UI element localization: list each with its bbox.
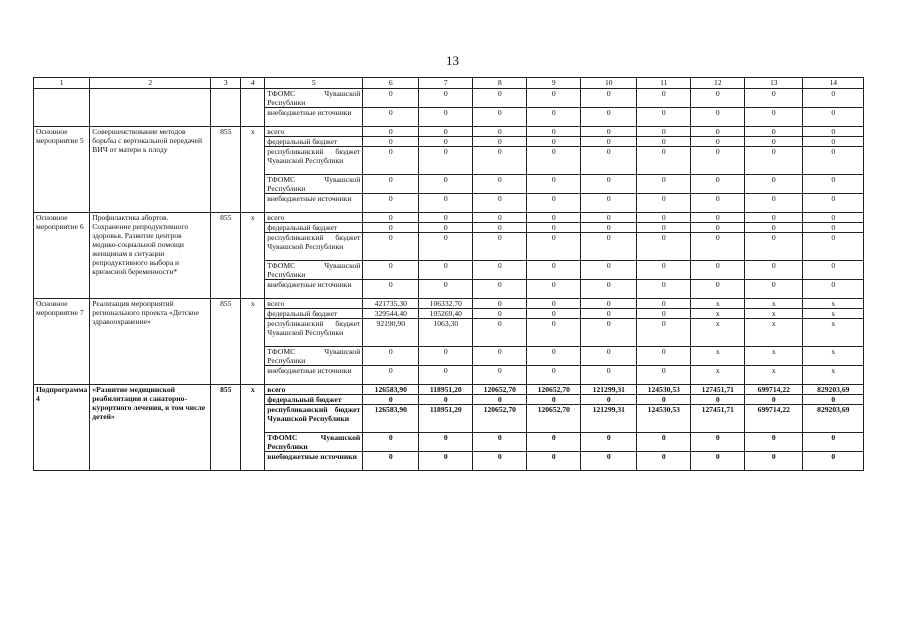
value-cell: 0 xyxy=(363,213,419,223)
value-cell: 0 xyxy=(637,213,691,223)
value-cell: 0 xyxy=(527,433,581,452)
value-cell: 0 xyxy=(581,261,637,280)
value-cell: 0 xyxy=(363,147,419,175)
value-cell: 0 xyxy=(527,233,581,261)
funding-source: всего xyxy=(265,213,363,223)
value-cell: х xyxy=(745,299,803,309)
value-cell: 0 xyxy=(527,261,581,280)
value-cell: 0 xyxy=(637,233,691,261)
value-cell: 126583,90 xyxy=(363,385,419,395)
value-cell: х xyxy=(803,319,864,347)
value-cell: х xyxy=(745,347,803,366)
value-cell: х xyxy=(745,366,803,385)
value-cell: 0 xyxy=(581,395,637,405)
funding-source: республиканский бюджет Чувашской Республики xyxy=(265,405,363,433)
section-code: х xyxy=(241,127,265,213)
subprogram-row xyxy=(34,385,864,395)
value-cell: 0 xyxy=(637,395,691,405)
value-cell: 0 xyxy=(691,175,745,194)
value-cell: 0 xyxy=(745,213,803,223)
value-cell: 0 xyxy=(637,127,691,137)
funding-source: республиканский бюджет Чувашской Республики xyxy=(265,147,363,175)
value-cell: 0 xyxy=(363,127,419,137)
value-cell: 0 xyxy=(745,175,803,194)
value-cell: 121299,31 xyxy=(581,385,637,395)
value-cell: 0 xyxy=(581,147,637,175)
value-cell: 0 xyxy=(691,433,745,452)
value-cell: 0 xyxy=(581,223,637,233)
value-cell: 0 xyxy=(745,395,803,405)
value-cell: 0 xyxy=(745,137,803,147)
value-cell: 0 xyxy=(745,261,803,280)
value-cell: 0 xyxy=(637,299,691,309)
code-cell xyxy=(34,89,90,127)
value-cell: 0 xyxy=(581,108,637,127)
value-cell: 0 xyxy=(363,137,419,147)
value-cell: 421735,30 xyxy=(363,299,419,309)
value-cell: 120652,70 xyxy=(527,385,581,395)
value-cell: 0 xyxy=(419,137,473,147)
value-cell: 0 xyxy=(363,280,419,299)
value-cell: 0 xyxy=(473,347,527,366)
value-cell: 0 xyxy=(803,194,864,213)
value-cell: 0 xyxy=(473,137,527,147)
value-cell: 0 xyxy=(527,147,581,175)
value-cell: 120652,70 xyxy=(473,405,527,433)
activity-code: Основное мероприятие 7 xyxy=(34,299,90,385)
value-cell: 0 xyxy=(419,395,473,405)
column-number-row xyxy=(34,78,864,89)
value-cell: 0 xyxy=(691,213,745,223)
column-number: 1 xyxy=(34,78,90,89)
value-cell: 699714,22 xyxy=(745,385,803,395)
value-cell: 0 xyxy=(637,319,691,347)
column-number: 10 xyxy=(581,78,637,89)
value-cell: 0 xyxy=(803,233,864,261)
value-cell: 0 xyxy=(803,433,864,452)
value-cell: 106332,70 xyxy=(419,299,473,309)
value-cell: 118951,20 xyxy=(419,405,473,433)
value-cell: 0 xyxy=(473,319,527,347)
funding-source: республиканский бюджет Чувашской Республики xyxy=(265,319,363,347)
funding-source: ТФОМС Чувашской Республики xyxy=(265,89,363,108)
section-code: х xyxy=(241,385,265,471)
value-cell: 329544,40 xyxy=(363,309,419,319)
value-cell: 0 xyxy=(691,194,745,213)
value-cell: 0 xyxy=(803,89,864,108)
value-cell: 0 xyxy=(527,108,581,127)
activity-title: Реализация мероприятий регионального проекта «Детское здравоохранение» xyxy=(90,299,211,385)
value-cell: 0 xyxy=(527,223,581,233)
value-cell: 0 xyxy=(419,347,473,366)
column-number: 6 xyxy=(363,78,419,89)
value-cell: 0 xyxy=(527,127,581,137)
value-cell: 0 xyxy=(473,108,527,127)
funding-source: республиканский бюджет Чувашской Республики xyxy=(265,233,363,261)
value-cell: 105269,40 xyxy=(419,309,473,319)
funding-source: федеральный бюджет xyxy=(265,223,363,233)
value-cell: 0 xyxy=(527,395,581,405)
value-cell: 0 xyxy=(527,299,581,309)
value-cell: 0 xyxy=(803,261,864,280)
value-cell: 120652,70 xyxy=(473,385,527,395)
column-number: 9 xyxy=(527,78,581,89)
activity-title: Совершенствование методов борьбы с вертикальной передачей ВИЧ от матери к плоду xyxy=(90,127,211,213)
column-number: 8 xyxy=(473,78,527,89)
funding-source: внебюджетные источники xyxy=(265,108,363,127)
value-cell: 0 xyxy=(527,175,581,194)
value-cell: х xyxy=(691,299,745,309)
value-cell: 0 xyxy=(691,89,745,108)
value-cell: 0 xyxy=(419,452,473,471)
value-cell: 118951,20 xyxy=(419,385,473,395)
value-cell: 0 xyxy=(419,366,473,385)
value-cell: 0 xyxy=(419,89,473,108)
value-cell: 0 xyxy=(419,147,473,175)
value-cell: 0 xyxy=(419,194,473,213)
value-cell: 0 xyxy=(419,233,473,261)
funding-source: ТФОМС Чувашской Республики xyxy=(265,175,363,194)
value-cell: 0 xyxy=(419,223,473,233)
funding-source: внебюджетные источники xyxy=(265,194,363,213)
value-cell: 0 xyxy=(581,175,637,194)
funding-source: всего xyxy=(265,127,363,137)
value-cell: 0 xyxy=(363,175,419,194)
value-cell: х xyxy=(803,299,864,309)
value-cell: 0 xyxy=(419,261,473,280)
value-cell: 0 xyxy=(473,213,527,223)
table-row xyxy=(34,89,864,108)
value-cell: 0 xyxy=(637,261,691,280)
value-cell: 0 xyxy=(473,366,527,385)
value-cell: 0 xyxy=(803,137,864,147)
value-cell: 0 xyxy=(363,395,419,405)
value-cell: 0 xyxy=(637,89,691,108)
value-cell: 0 xyxy=(745,452,803,471)
value-cell: х xyxy=(745,309,803,319)
value-cell: 0 xyxy=(581,213,637,223)
value-cell: 0 xyxy=(419,127,473,137)
section-code: х xyxy=(241,213,265,299)
value-cell: 0 xyxy=(527,137,581,147)
value-cell: 0 xyxy=(691,108,745,127)
table-row xyxy=(34,213,864,223)
value-cell: 0 xyxy=(803,395,864,405)
table-row xyxy=(34,299,864,309)
value-cell: 0 xyxy=(363,261,419,280)
value-cell: 829203,69 xyxy=(803,405,864,433)
value-cell: 0 xyxy=(419,108,473,127)
value-cell: 0 xyxy=(637,366,691,385)
grbs-code: 855 xyxy=(211,213,241,299)
grbs-code: 855 xyxy=(211,385,241,471)
value-cell: 0 xyxy=(363,223,419,233)
rz-cell xyxy=(241,89,265,127)
value-cell: 0 xyxy=(581,89,637,108)
value-cell: 0 xyxy=(637,175,691,194)
activity-code: Основное мероприятие 5 xyxy=(34,127,90,213)
funding-source: федеральный бюджет xyxy=(265,137,363,147)
value-cell: х xyxy=(691,366,745,385)
value-cell: 0 xyxy=(363,433,419,452)
value-cell: 0 xyxy=(363,452,419,471)
value-cell: 0 xyxy=(745,433,803,452)
value-cell: 0 xyxy=(803,175,864,194)
value-cell: 0 xyxy=(473,299,527,309)
value-cell: 0 xyxy=(419,433,473,452)
column-number: 13 xyxy=(745,78,803,89)
value-cell: 0 xyxy=(419,175,473,194)
column-number: 14 xyxy=(803,78,864,89)
value-cell: 0 xyxy=(363,194,419,213)
value-cell: 0 xyxy=(803,213,864,223)
value-cell: 0 xyxy=(691,223,745,233)
value-cell: 0 xyxy=(637,433,691,452)
value-cell: х xyxy=(745,319,803,347)
value-cell: 0 xyxy=(581,194,637,213)
value-cell: 0 xyxy=(691,280,745,299)
value-cell: 0 xyxy=(363,366,419,385)
value-cell: 0 xyxy=(473,194,527,213)
value-cell: х xyxy=(803,347,864,366)
value-cell: 120652,70 xyxy=(527,405,581,433)
value-cell: 0 xyxy=(527,280,581,299)
value-cell: 0 xyxy=(473,261,527,280)
value-cell: 0 xyxy=(581,452,637,471)
value-cell: 0 xyxy=(527,89,581,108)
value-cell: 0 xyxy=(581,309,637,319)
value-cell: 0 xyxy=(581,137,637,147)
value-cell: 127451,71 xyxy=(691,405,745,433)
value-cell: 0 xyxy=(581,319,637,347)
funding-source: всего xyxy=(265,299,363,309)
activity-title: Профилактика абортов. Сохранение репродуктивного здоровья. Развитие центров медико-социальной помощи женщинам в ситуации репродуктивного выбора и кризисной беременности* xyxy=(90,213,211,299)
table-body xyxy=(34,89,864,471)
table-row xyxy=(34,127,864,137)
value-cell: 0 xyxy=(527,347,581,366)
grbs-code: 855 xyxy=(211,127,241,213)
funding-source: ТФОМС Чувашской Республики xyxy=(265,347,363,366)
value-cell: 0 xyxy=(637,309,691,319)
page-number: 13 xyxy=(446,53,459,68)
value-cell: 0 xyxy=(803,223,864,233)
value-cell: 121299,31 xyxy=(581,405,637,433)
value-cell: 0 xyxy=(691,137,745,147)
value-cell: 0 xyxy=(637,194,691,213)
value-cell: 0 xyxy=(581,366,637,385)
value-cell: 0 xyxy=(527,452,581,471)
section-code: х xyxy=(241,299,265,385)
value-cell: 0 xyxy=(637,223,691,233)
value-cell: 0 xyxy=(363,108,419,127)
value-cell: 127451,71 xyxy=(691,385,745,395)
value-cell: 0 xyxy=(637,137,691,147)
funding-source: ТФОМС Чувашской Республики xyxy=(265,261,363,280)
value-cell: 126583,90 xyxy=(363,405,419,433)
funding-source: внебюджетные источники xyxy=(265,366,363,385)
value-cell: 0 xyxy=(581,433,637,452)
value-cell: 0 xyxy=(473,309,527,319)
value-cell: 0 xyxy=(745,127,803,137)
value-cell: 0 xyxy=(745,108,803,127)
financing-table xyxy=(33,77,864,471)
value-cell: 829203,69 xyxy=(803,385,864,395)
column-number: 4 xyxy=(241,78,265,89)
grbs-cell xyxy=(211,89,241,127)
value-cell: 699714,22 xyxy=(745,405,803,433)
value-cell: 0 xyxy=(527,194,581,213)
value-cell: 0 xyxy=(745,89,803,108)
column-number: 2 xyxy=(90,78,211,89)
value-cell: 0 xyxy=(527,366,581,385)
value-cell: 0 xyxy=(581,233,637,261)
funding-source: внебюджетные источники xyxy=(265,452,363,471)
column-number: 5 xyxy=(265,78,363,89)
value-cell: 0 xyxy=(473,233,527,261)
value-cell: 0 xyxy=(473,89,527,108)
funding-source: федеральный бюджет xyxy=(265,309,363,319)
funding-source: федеральный бюджет xyxy=(265,395,363,405)
value-cell: 0 xyxy=(637,347,691,366)
value-cell: 1063,30 xyxy=(419,319,473,347)
value-cell: 124530,53 xyxy=(637,385,691,395)
value-cell: 0 xyxy=(637,147,691,175)
column-number: 12 xyxy=(691,78,745,89)
value-cell: 0 xyxy=(745,147,803,175)
value-cell: 124530,53 xyxy=(637,405,691,433)
value-cell: 0 xyxy=(363,89,419,108)
value-cell: 92190,90 xyxy=(363,319,419,347)
value-cell: 0 xyxy=(363,347,419,366)
activity-code: Подпрограмма 4 xyxy=(34,385,90,471)
value-cell: 0 xyxy=(691,147,745,175)
funding-source: всего xyxy=(265,385,363,395)
value-cell: 0 xyxy=(473,223,527,233)
value-cell: 0 xyxy=(473,395,527,405)
value-cell: х xyxy=(691,347,745,366)
value-cell: х xyxy=(803,366,864,385)
value-cell: 0 xyxy=(581,299,637,309)
funding-source: ТФОМС Чувашской Республики xyxy=(265,433,363,452)
value-cell: 0 xyxy=(691,395,745,405)
value-cell: 0 xyxy=(419,213,473,223)
value-cell: 0 xyxy=(581,280,637,299)
value-cell: 0 xyxy=(691,261,745,280)
grbs-code: 855 xyxy=(211,299,241,385)
value-cell: х xyxy=(691,309,745,319)
value-cell: х xyxy=(803,309,864,319)
value-cell: 0 xyxy=(637,452,691,471)
value-cell: 0 xyxy=(691,233,745,261)
value-cell: 0 xyxy=(637,108,691,127)
value-cell: 0 xyxy=(691,452,745,471)
value-cell: 0 xyxy=(473,433,527,452)
column-number: 7 xyxy=(419,78,473,89)
value-cell: 0 xyxy=(363,233,419,261)
value-cell: 0 xyxy=(581,127,637,137)
value-cell: 0 xyxy=(803,452,864,471)
column-number: 11 xyxy=(637,78,691,89)
activity-code: Основное мероприятие 6 xyxy=(34,213,90,299)
value-cell: 0 xyxy=(581,347,637,366)
activity-title: «Развитие медицинской реабилитации и санаторно-курортного лечения, в том числе детей» xyxy=(90,385,211,471)
value-cell: 0 xyxy=(527,319,581,347)
value-cell: 0 xyxy=(803,280,864,299)
title-cell xyxy=(90,89,211,127)
value-cell: 0 xyxy=(527,309,581,319)
funding-source: внебюджетные источники xyxy=(265,280,363,299)
value-cell: 0 xyxy=(803,147,864,175)
value-cell: 0 xyxy=(527,213,581,223)
value-cell: 0 xyxy=(745,223,803,233)
value-cell: 0 xyxy=(473,127,527,137)
value-cell: 0 xyxy=(473,147,527,175)
value-cell: 0 xyxy=(419,280,473,299)
value-cell: 0 xyxy=(745,194,803,213)
value-cell: 0 xyxy=(473,452,527,471)
value-cell: 0 xyxy=(473,175,527,194)
value-cell: 0 xyxy=(745,280,803,299)
value-cell: 0 xyxy=(473,280,527,299)
value-cell: 0 xyxy=(803,108,864,127)
value-cell: 0 xyxy=(691,127,745,137)
value-cell: 0 xyxy=(745,233,803,261)
value-cell: 0 xyxy=(803,127,864,137)
value-cell: х xyxy=(691,319,745,347)
column-number: 3 xyxy=(211,78,241,89)
value-cell: 0 xyxy=(637,280,691,299)
